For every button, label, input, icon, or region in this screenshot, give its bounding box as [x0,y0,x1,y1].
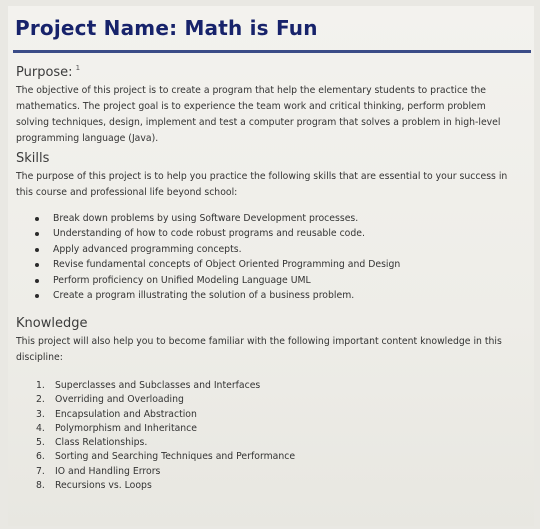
knowledge-text: Sorting and Searching Techniques and Performance [55,451,296,463]
document-page [8,6,534,526]
item-number: 3. [36,408,45,420]
item-number: 8. [36,480,45,492]
list-item [16,211,528,226]
skills-heading: Skills [16,151,50,166]
knowledge-text: Class Relationships. [55,437,148,449]
bullet-icon [35,248,39,252]
item-number: 2. [36,394,45,406]
item-number: 1. [36,380,45,391]
project-title: Project Name: Math is Fun [15,16,318,40]
knowledge-list [16,379,528,493]
list-item [16,436,528,450]
list-item [16,450,528,464]
knowledge-text: IO and Handling Errors [55,465,161,477]
skills-list [16,211,528,303]
skill-text: Apply advanced programming concepts. [53,243,242,255]
knowledge-text: Encapsulation and Abstraction [55,408,197,420]
knowledge-intro: This project will also help you to become familiar with the following important content knowledge in this discipline: [16,336,502,363]
knowledge-text: Recursions vs. Loops [55,480,152,492]
skill-text: Break down problems by using Software Development processes. [53,213,359,224]
purpose-section [16,60,528,147]
skill-text: Understanding of how to code robust programs and reusable code. [53,228,365,240]
knowledge-text: Superclasses and Subclasses and Interfaces [55,380,261,391]
list-item [16,288,528,303]
bullet-icon [35,232,39,236]
item-number: 4. [36,422,45,434]
bullet-icon [35,294,39,298]
knowledge-section [16,316,528,493]
item-number: 7. [36,465,45,477]
skill-text: Perform proficiency on Unified Modeling Language UML [53,274,311,286]
list-item [16,257,528,272]
skill-text: Revise fundamental concepts of Object Oriented Programming and Design [53,259,401,271]
purpose-text: The objective of this project is to create a program that help the elementary students to practice the mathematics. The project goal is to experience the team work and critical thinking, perform problem solving techniques, design, implement and test a computer program that solves a problem in high-level programming language (Java). [16,85,501,144]
skills-intro: The purpose of this project is to help you practice the following skills that are essential to your success in this course and professional life beyond school: [16,171,508,198]
list-item [16,479,528,493]
title-underline [13,50,531,53]
bullet-icon [35,279,39,283]
knowledge-heading: Knowledge [16,316,88,331]
list-item [16,379,528,393]
item-number: 5. [36,437,45,449]
skills-section [16,151,528,303]
list-item [16,393,528,407]
list-item [16,242,528,257]
item-number: 6. [36,451,45,463]
purpose-heading [16,60,528,81]
list-item [16,408,528,422]
purpose-heading-text: Purpose: [16,65,73,80]
knowledge-text: Overriding and Overloading [55,394,184,406]
bullet-icon [35,263,39,267]
bullet-icon [35,217,39,221]
list-item [16,465,528,479]
knowledge-text: Polymorphism and Inheritance [55,422,198,434]
skill-text: Create a program illustrating the solution of a business problem. [53,290,355,302]
list-item [16,422,528,436]
purpose-footnote-marker: 1 [75,64,81,72]
list-item [16,226,528,241]
list-item [16,273,528,288]
